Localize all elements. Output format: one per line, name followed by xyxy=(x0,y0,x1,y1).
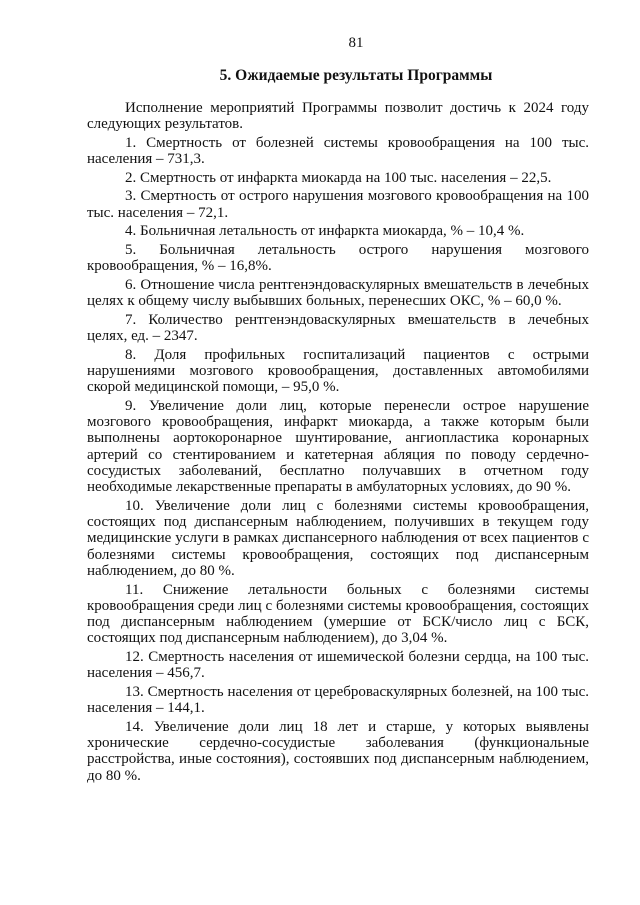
page-number: 81 xyxy=(348,35,364,51)
result-item-14: 14. Увеличение доли лиц 18 лет и старше, у которых выявлены хронические сердечно-сосудистые заболевания (функциональные расстройства, иные состояния), состоявших под диспансерным наблюдением, до 80 %. xyxy=(87,718,589,784)
result-item-8: 8. Доля профильных госпитализаций пациентов с острыми нарушениями мозгового кровообращения, доставленных автомобилями скорой медицинской помощи, – 95,0 %. xyxy=(87,346,589,396)
result-item-2: 2. Смертность от инфаркта миокарда на 100 тыс. населения – 22,5. xyxy=(125,169,552,186)
result-item-13: 13. Смертность населения от цереброваскулярных болезней, на 100 тыс. населения – 144,1. xyxy=(87,683,589,717)
result-item-5: 5. Больничная летальность острого нарушения мозгового кровообращения, % – 16,8%. xyxy=(87,241,589,275)
result-item-1: 1. Смертность от болезней системы кровообращения на 100 тыс. населения – 731,3. xyxy=(87,134,589,168)
intro-paragraph: Исполнение мероприятий Программы позволит достичь к 2024 году следующих результатов. xyxy=(87,100,589,133)
result-item-3: 3. Смертность от острого нарушения мозгового кровообращения на 100 тыс. населения – 72,1. xyxy=(87,188,589,221)
result-item-12: 12. Смертность населения от ишемической болезни сердца, на 100 тыс. населения – 456,7. xyxy=(87,649,589,682)
result-item-9: 9. Увеличение доли лиц, которые перенесли острое нарушение мозгового кровообращения, инфаркт миокарда, а также которым были выполнены аортокоронарное шунтирование, ангиопластика коронарных артерий со стентированием и катетерная абляция по поводу сердечно-сосудистых заболеваний, бесплатно получавших в отчетном году необходимые лекарственные препараты в амбулаторных условиях, до 90 %. xyxy=(87,397,589,496)
result-item-4: 4. Больничная летальность от инфаркта миокарда, % – 10,4 %. xyxy=(125,223,525,240)
result-item-11: 11. Снижение летальности больных с болезнями системы кровообращения среди лиц с болезнями системы кровообращения, состоящих под диспансерным наблюдением (умершие от БСК/число лиц с БСК, состоящих под диспансерным наблюдением), до 3,04 %. xyxy=(87,581,589,647)
result-item-10: 10. Увеличение доли лиц с болезнями системы кровообращения, состоящих под диспансерным наблюдением, получивших в текущем году медицинские услуги в рамках диспансерного наблюдения от всех пациентов с болезнями системы кровообращения, состоящих под диспансерным наблюдением, до 80 %. xyxy=(87,497,589,579)
result-item-6: 6. Отношение числа рентгенэндоваскулярных вмешательств в лечебных целях к общему числу выбывших больных, перенесших ОКС, % – 60,0 %. xyxy=(87,276,589,310)
section-title: 5. Ожидаемые результаты Программы xyxy=(219,67,493,84)
result-item-7: 7. Количество рентгенэндоваскулярных вмешательств в лечебных целях, ед. – 2347. xyxy=(87,311,589,344)
document-body xyxy=(87,100,589,786)
